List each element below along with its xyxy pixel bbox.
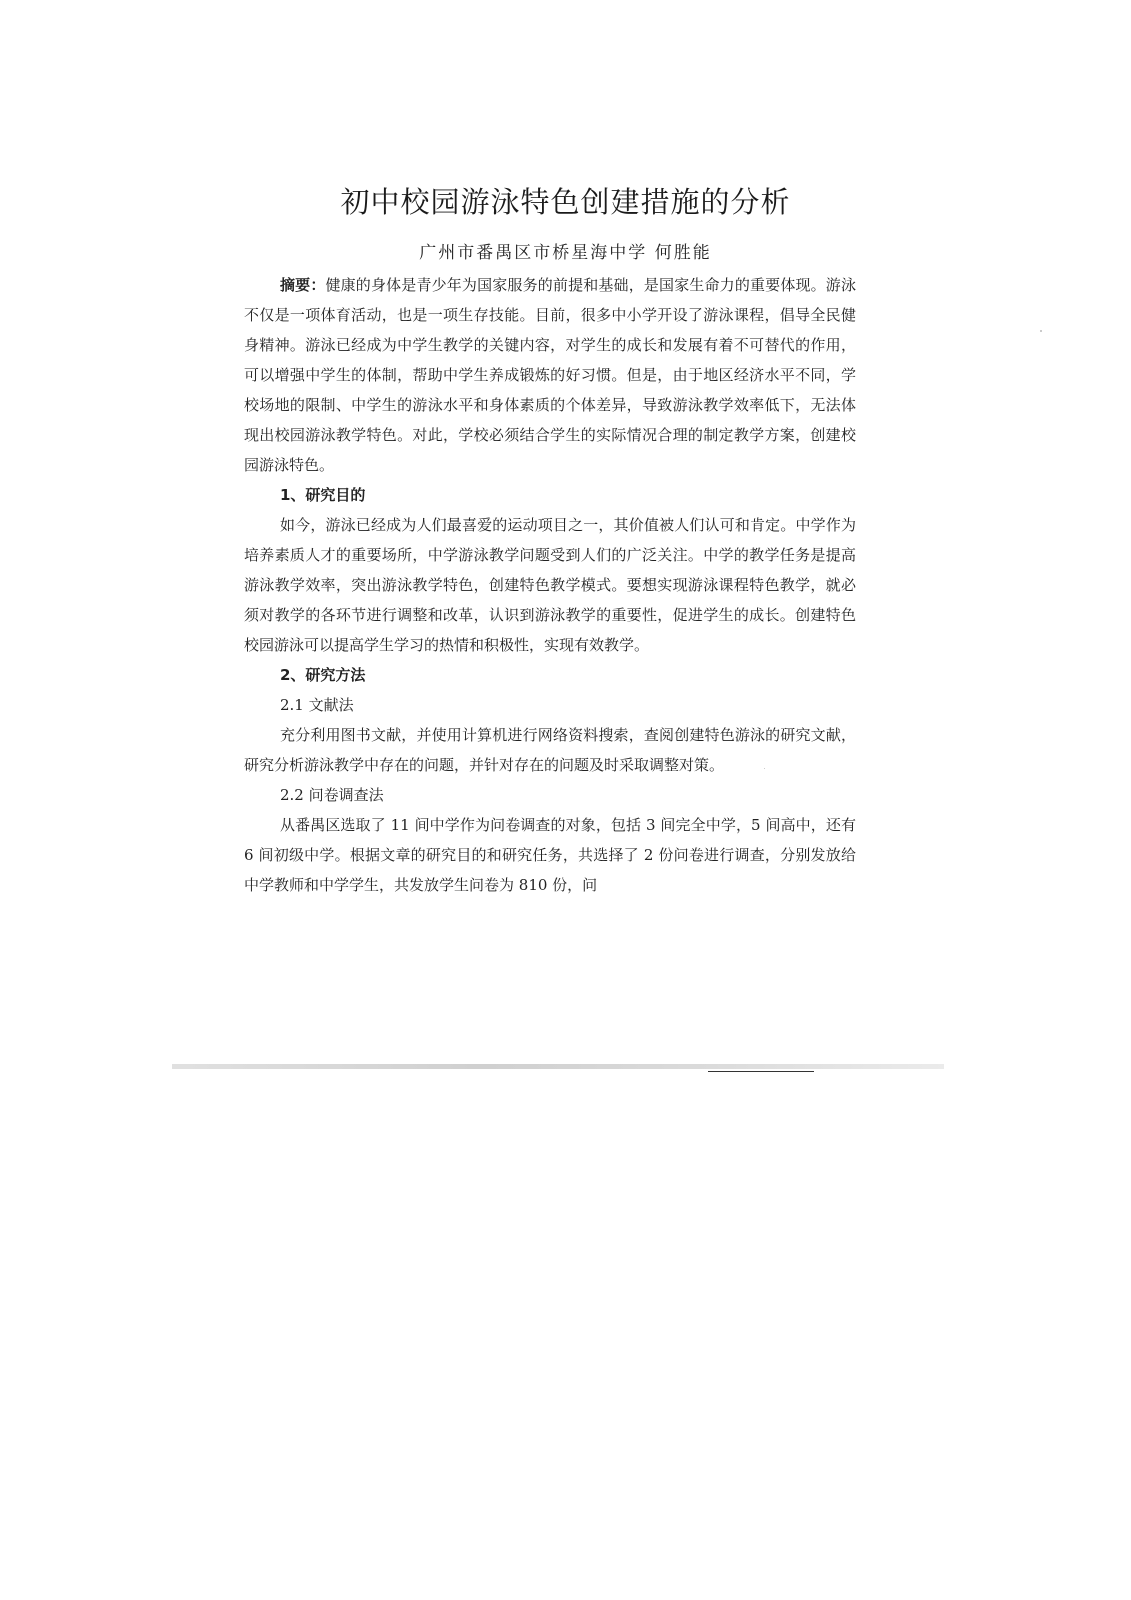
scan-bottom-edge bbox=[172, 1064, 944, 1069]
scan-speck bbox=[764, 768, 765, 769]
subsection-heading-literature: 2.1 文献法 bbox=[280, 696, 354, 714]
author-line: 广州市番禺区市桥星海中学 何胜能 bbox=[419, 243, 712, 263]
scan-speck bbox=[1040, 330, 1042, 332]
document-body bbox=[244, 270, 856, 900]
subsection-paragraph-questionnaire: 从番禺区选取了 11 间中学作为问卷调查的对象，包括 3 间完全中学，5 间高中，还有 6 间初级中学。根据文章的研究目的和研究任务，共选择了 2 份问卷进行调查，分别发放给中学教师和中学学生，共发放学生问卷为 810 份，问 bbox=[244, 816, 856, 894]
abstract-paragraph bbox=[244, 270, 856, 480]
document-title: 初中校园游泳特色创建措施的分析 bbox=[340, 185, 791, 219]
abstract-label: 摘要： bbox=[280, 276, 326, 294]
section-paragraph-research-purpose: 如今，游泳已经成为人们最喜爱的运动项目之一，其价值被人们认可和肯定。中学作为培养素质人才的重要场所，中学游泳教学问题受到人们的广泛关注。中学的教学任务是提高游泳教学效率，突出游泳教学特色，创建特色教学模式。要想实现游泳课程特色教学，就必须对教学的各环节进行调整和改革，认识到游泳教学的重要性，促进学生的成长。创建特色校园游泳可以提高学生学习的热情和积极性，实现有效教学。 bbox=[244, 516, 856, 654]
subsection-heading-questionnaire: 2.2 问卷调查法 bbox=[280, 786, 384, 804]
section-heading-research-purpose: 1、研究目的 bbox=[280, 486, 366, 504]
abstract-text: 健康的身体是青少年为国家服务的前提和基础，是国家生命力的重要体现。游泳不仅是一项体育活动，也是一项生存技能。目前，很多中小学开设了游泳课程，倡导全民健身精神。游泳已经成为中学生教学的关键内容，对学生的成长和发展有着不可替代的作用，可以增强中学生的体制，帮助中学生养成锻炼的好习惯。但是，由于地区经济水平不同，学校场地的限制、中学生的游泳水平和身体素质的个体差异，导致游泳教学效率低下，无法体现出校园游泳教学特色。对此，学校必须结合学生的实际情况合理的制定教学方案，创建校园游泳特色。 bbox=[244, 276, 856, 474]
footnote-rule bbox=[708, 1071, 814, 1072]
subsection-paragraph-literature: 充分利用图书文献，并使用计算机进行网络资料搜索，查阅创建特色游泳的研究文献，研究分析游泳教学中存在的问题，并针对存在的问题及时采取调整对策。 bbox=[244, 726, 856, 774]
section-heading-research-methods: 2、研究方法 bbox=[280, 666, 366, 684]
